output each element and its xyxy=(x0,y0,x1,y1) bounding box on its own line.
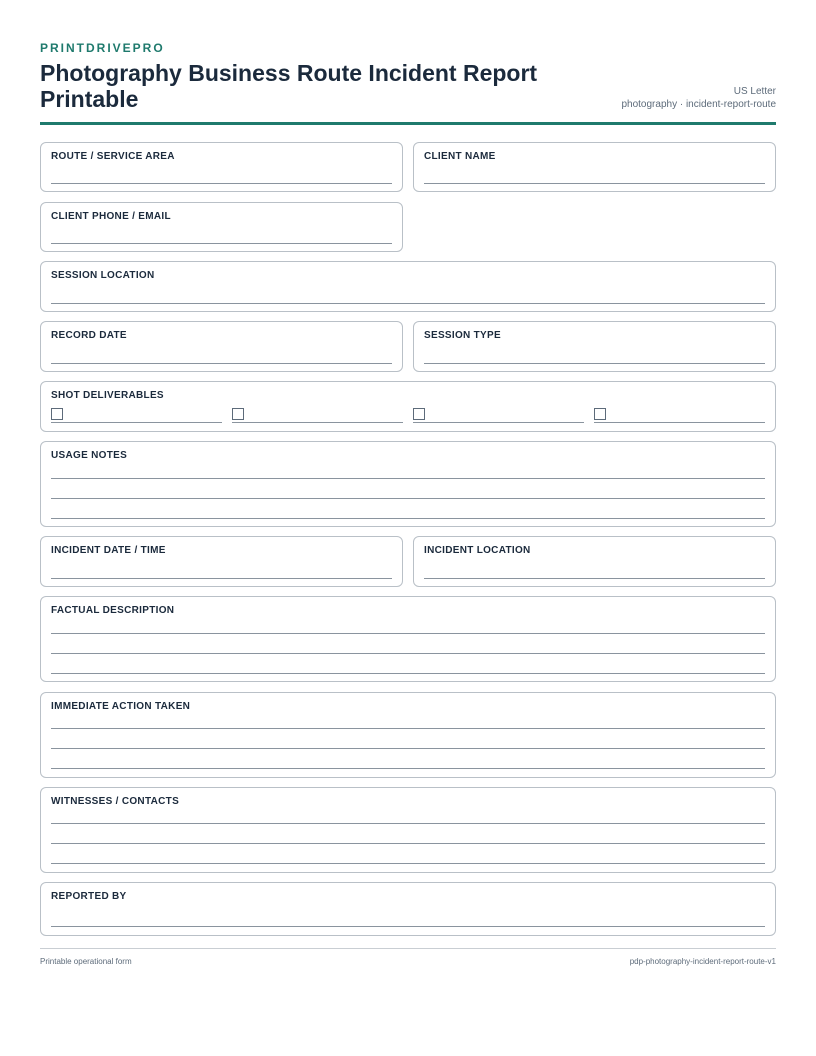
checkbox[interactable] xyxy=(232,408,244,420)
field-label: SHOT DELIVERABLES xyxy=(51,390,164,401)
deliverable-item[interactable] xyxy=(51,407,222,423)
write-line[interactable] xyxy=(51,653,765,654)
field-label: INCIDENT DATE / TIME xyxy=(51,545,166,556)
field-label: RECORD DATE xyxy=(51,330,127,341)
witnesses-contacts-field[interactable] xyxy=(40,787,776,873)
field-label: ROUTE / SERVICE AREA xyxy=(51,151,175,162)
session-type-field[interactable] xyxy=(413,321,776,372)
deliverables-checklist xyxy=(51,407,765,423)
shot-deliverables-field xyxy=(40,381,776,432)
write-line[interactable] xyxy=(51,478,765,479)
write-line[interactable] xyxy=(51,363,392,364)
field-label: USAGE NOTES xyxy=(51,450,128,461)
write-line[interactable] xyxy=(51,303,765,304)
record-date-field[interactable] xyxy=(40,321,403,372)
incident-date-time-field[interactable] xyxy=(40,536,403,587)
incident-location-field[interactable] xyxy=(413,536,776,587)
brand-name: PRINTDRIVEPRO xyxy=(40,41,165,55)
write-line[interactable] xyxy=(51,518,765,519)
field-label: WITNESSES / CONTACTS xyxy=(51,796,180,807)
write-line[interactable] xyxy=(51,748,765,749)
factual-description-field[interactable] xyxy=(40,596,776,682)
checkbox[interactable] xyxy=(413,408,425,420)
reported-by-field[interactable] xyxy=(40,882,776,936)
write-line[interactable] xyxy=(51,673,765,674)
immediate-action-taken-field[interactable] xyxy=(40,692,776,778)
page-meta xyxy=(621,85,776,111)
deliverable-item[interactable] xyxy=(232,407,403,423)
field-label: CLIENT PHONE / EMAIL xyxy=(51,211,171,222)
field-label: CLIENT NAME xyxy=(424,151,496,162)
write-line[interactable] xyxy=(51,243,392,244)
write-line[interactable] xyxy=(424,578,765,579)
write-line[interactable] xyxy=(51,183,392,184)
write-line[interactable] xyxy=(51,768,765,769)
client-phone-email-field[interactable] xyxy=(40,202,403,252)
checkbox[interactable] xyxy=(51,408,63,420)
route-service-area-field[interactable] xyxy=(40,142,403,192)
paper-size: US Letter xyxy=(733,86,776,97)
deliverable-item[interactable] xyxy=(413,407,584,423)
write-line[interactable] xyxy=(51,633,765,634)
write-line[interactable] xyxy=(51,843,765,844)
form-tags: photography · incident-report-route xyxy=(621,99,776,110)
deliverable-item[interactable] xyxy=(594,407,765,423)
write-line[interactable] xyxy=(51,863,765,864)
client-name-field[interactable] xyxy=(413,142,776,192)
field-label: FACTUAL DESCRIPTION xyxy=(51,605,175,616)
field-label: SESSION TYPE xyxy=(424,330,501,341)
footer-divider xyxy=(40,948,776,949)
header-divider xyxy=(40,122,776,125)
field-label: REPORTED BY xyxy=(51,891,127,902)
field-label: INCIDENT LOCATION xyxy=(424,545,531,556)
write-line[interactable] xyxy=(424,183,765,184)
footer-form-id: pdp-photography-incident-report-route-v1 xyxy=(629,957,776,966)
write-line[interactable] xyxy=(51,578,392,579)
write-line[interactable] xyxy=(51,498,765,499)
checkbox[interactable] xyxy=(594,408,606,420)
field-label: IMMEDIATE ACTION TAKEN xyxy=(51,701,191,712)
write-line[interactable] xyxy=(51,926,765,927)
write-line[interactable] xyxy=(51,728,765,729)
session-location-field[interactable] xyxy=(40,261,776,312)
write-line[interactable] xyxy=(51,823,765,824)
write-line[interactable] xyxy=(424,363,765,364)
page-title: Photography Business Route Incident Report Printable xyxy=(40,60,538,112)
usage-notes-field[interactable] xyxy=(40,441,776,527)
field-label: SESSION LOCATION xyxy=(51,270,155,281)
footer-description: Printable operational form xyxy=(40,957,132,966)
